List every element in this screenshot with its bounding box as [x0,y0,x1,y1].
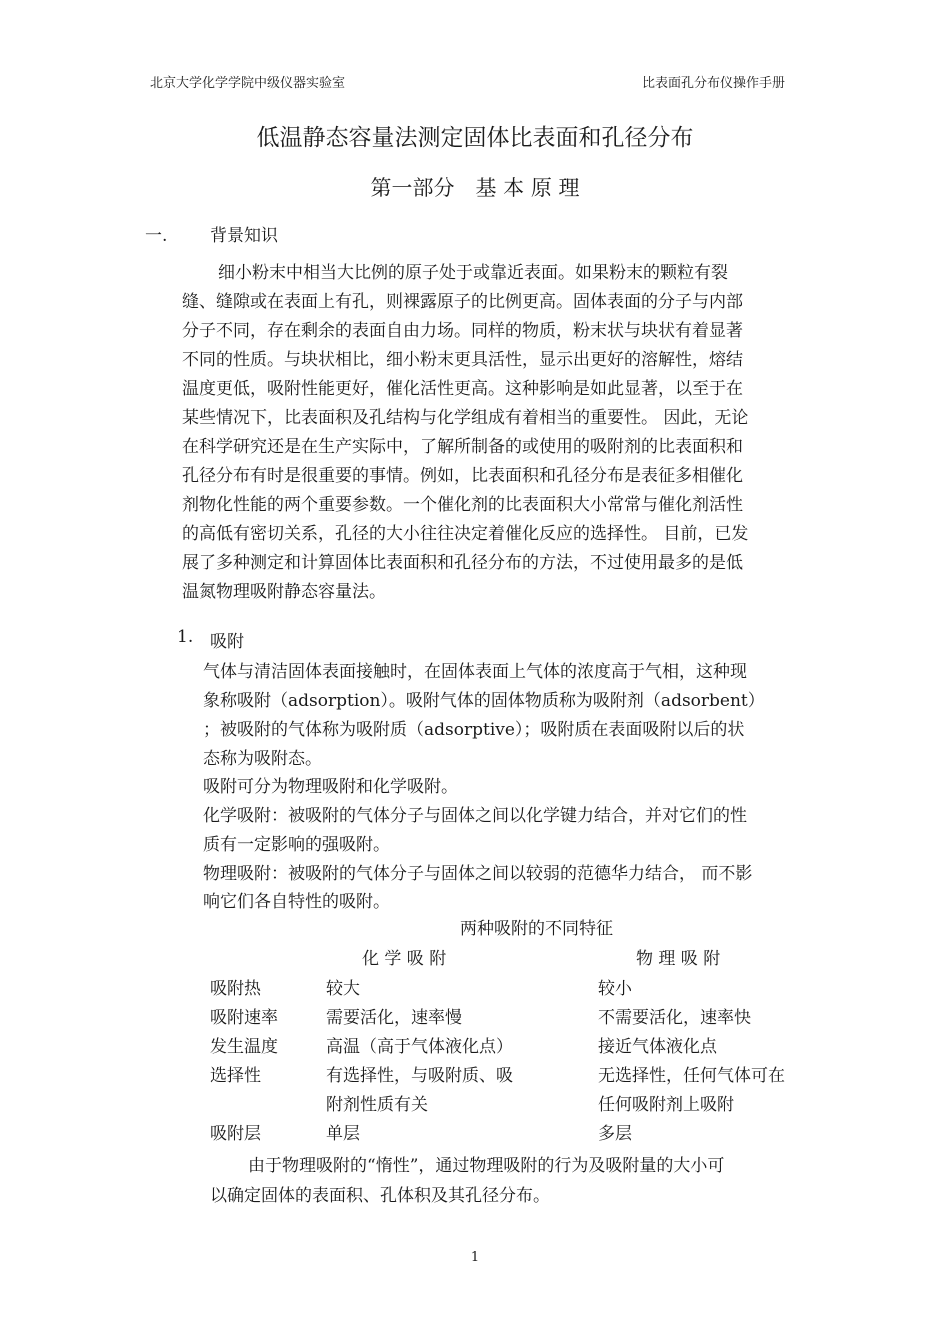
closing-line: 以确定固体的表面积、孔体积及其孔径分布。 [210,1186,550,1206]
subsection-heading: 吸附 [210,632,244,652]
adsorption-line: ；被吸附的气体称为吸附质（adsorptive）；吸附质在表面吸附以后的状 [203,720,745,740]
cell-chemical: 较大 [326,979,360,999]
paragraph-line: 缝、缝隙或在表面上有孔，则裸露原子的比例更高。固体表面的分子与内部 [182,292,743,312]
cell-physical: 任何吸附剂上吸附 [598,1095,734,1115]
adsorption-line: 态称为吸附态。 [203,749,322,769]
row-label: 选择性 [210,1066,261,1086]
adsorption-line: 气体与清洁固体表面接触时，在固体表面上气体的浓度高于气相，这种现 [203,662,747,682]
cell-chemical: 有选择性，与吸附质、吸 [326,1066,513,1086]
adsorption-line: 物理吸附：被吸附的气体分子与固体之间以较弱的范德华力结合， 而不影 [203,864,753,884]
cell-physical: 接近气体液化点 [598,1037,717,1057]
adsorption-line: 吸附可分为物理吸附和化学吸附。 [203,777,458,797]
header-left: 北京大学化学学院中级仪器实验室 [150,76,346,91]
paragraph-line: 温度更低，吸附性能更好，催化活性更高。这种影响是如此显著，以至于在 [182,379,743,399]
column-header-physical: 物 理 吸 附 [636,949,721,969]
paragraph-line: 某些情况下，比表面积及孔结构与化学组成有着相当的重要性。 因此，无论 [182,408,749,428]
header-right: 比表面孔分布仪操作手册 [642,76,786,91]
adsorption-line: 质有一定影响的强吸附。 [203,835,390,855]
paragraph-line: 分子不同，存在剩余的表面自由力场。同样的物质，粉末状与块状有着显著 [182,321,743,341]
cell-chemical: 附剂性质有关 [326,1095,428,1115]
paragraph-line: 不同的性质。与块状相比，细小粉末更具活性，显示出更好的溶解性，熔结 [182,350,743,370]
cell-chemical: 需要活化，速率慢 [326,1008,462,1028]
cell-physical: 不需要活化，速率快 [598,1008,751,1028]
paragraph-line: 孔径分布有时是很重要的事情。例如，比表面积和孔径分布是表征多相催化 [182,466,743,486]
adsorption-line: 化学吸附：被吸附的气体分子与固体之间以化学键力结合，并对它们的性 [203,806,747,826]
paragraph-line: 温氮物理吸附静态容量法。 [182,582,386,602]
cell-chemical: 单层 [326,1124,360,1144]
part-title: 第一部分 基 本 原 理 [370,176,580,200]
paragraph-line: 展了多种测定和计算固体比表面积和孔径分布的方法，不过使用最多的是低 [182,553,743,573]
section-heading: 背景知识 [210,226,278,246]
paragraph-line: 的高低有密切关系，孔径的大小往往决定着催化反应的选择性。 目前，已发 [182,524,749,544]
subsection-number: 1. [177,627,194,647]
row-label: 吸附热 [210,979,261,999]
closing-line: 由于物理吸附的“惰性”，通过物理吸附的行为及吸附量的大小可 [248,1156,725,1176]
cell-chemical: 高温（高于气体液化点） [326,1037,513,1057]
section-number: 一. [145,226,168,246]
paragraph-line: 细小粉末中相当大比例的原子处于或靠近表面。如果粉末的颗粒有裂 [218,263,728,283]
cell-physical: 无选择性，任何气体可在 [598,1066,785,1086]
adsorption-line: 象称吸附（adsorption）。吸附气体的固体物质称为吸附剂（adsorbent） [203,691,765,711]
column-header-chemical: 化 学 吸 附 [362,949,447,969]
paragraph-line: 剂物化性能的两个重要参数。一个催化剂的比表面积大小常常与催化剂活性 [182,495,743,515]
document-title: 低温静态容量法测定固体比表面和孔径分布 [256,125,694,151]
paragraph-line: 在科学研究还是在生产实际中，了解所制备的或使用的吸附剂的比表面积和 [182,437,743,457]
page-number: 1 [470,1250,480,1265]
adsorption-line: 响它们各自特性的吸附。 [203,892,390,912]
table-caption: 两种吸附的不同特征 [460,919,613,939]
row-label: 吸附层 [210,1124,261,1144]
row-label: 吸附速率 [210,1008,278,1028]
cell-physical: 较小 [598,979,632,999]
row-label: 发生温度 [210,1037,278,1057]
cell-physical: 多层 [598,1124,632,1144]
